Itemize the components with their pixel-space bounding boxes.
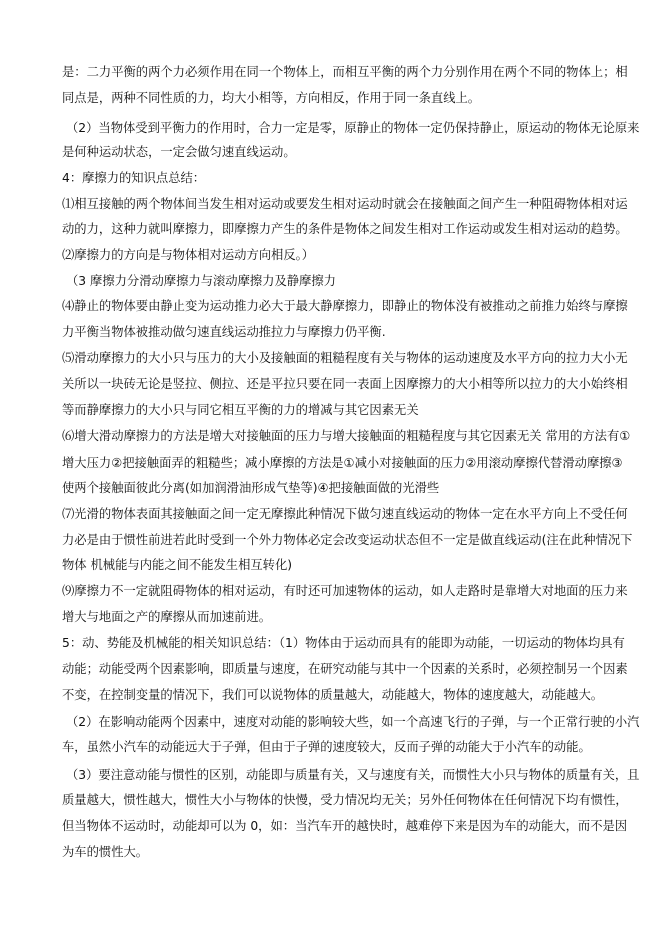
text-line: 但当物体不运动时，动能却可以为 0，如：当汽车开的越快时，越难停下来是因为车的动能大，而不是因: [62, 819, 628, 833]
text-line: 力必是由于惯性前进若此时受到一个外力物体必定会改变运动状态但不一定是做直线运动(注在此种情况下: [62, 533, 633, 547]
text-line: （2）当物体受到平衡力的作用时，合力一定是零，原静止的物体一定仍保持静止，原运动的物体无论原来: [66, 121, 640, 135]
text-line: 增大压力②把接触面弄的粗糙些；减小摩擦的方法是①减小对接触面的压力②用滚动摩擦代替滑动摩擦③: [62, 456, 623, 470]
text-line: 等而静摩擦力的大小只与同它相互平衡的力的增减与其它因素无关: [62, 403, 419, 417]
text-line: 车，虽然小汽车的动能远大于子弹，但由于子弹的速度较大，反而子弹的动能大于小汽车的动能。: [62, 740, 591, 754]
text-line: ⑹增大滑动摩擦力的方法是增大对接触面的压力与增大接触面的粗糙程度与其它因素无关 常用的方法有①: [62, 429, 631, 443]
text-line: 使两个接触面彼此分离(如加润滑油形成气垫等)④把接触面做的光滑些: [62, 481, 440, 495]
text-line: （2）在影响动能两个因素中，速度对动能的影响较大些，如一个高速飞行的子弹，与一个正常行驶的小汽: [66, 715, 640, 729]
text-line: ⑴相互接触的两个物体间当发生相对运动或要发生相对运动时就会在接触面之间产生一种阻碍物体相对运: [62, 197, 628, 211]
text-line: 动的力，这种力就叫摩擦力，即摩擦力产生的条件是物体之间发生相对工作运动或发生相对运动的趋势。: [62, 222, 628, 236]
section-heading: 4：摩擦力的知识点总结：: [62, 171, 206, 185]
text-line: （3）要注意动能与惯性的区别，动能即与质量有关，又与速度有关，而惯性大小只与物体的质量有关，且: [66, 768, 640, 782]
text-line: （3 摩擦力分滑动摩擦力与滚动摩擦力及静摩擦力: [66, 274, 336, 288]
text-line: ⑸滑动摩擦力的大小只与压力的大小及接触面的粗糙程度有关与物体的运动速度及水平方向的拉力大小无: [62, 351, 628, 365]
text-line: ⑷静止的物体要由静止变为运动推力必大于最大静摩擦力，即静止的物体没有被推动之前推力始终与摩擦: [62, 299, 628, 313]
text-line: 动能；动能受两个因素影响，即质量与速度，在研究动能与其中一个因素的关系时，必须控制另一个因素: [62, 662, 628, 676]
text-line: ⑺光滑的物体表面其接触面之间一定无摩擦此种情况下做匀速直线运动的物体一定在水平方向上不受任何: [62, 507, 628, 521]
text-line: 不变，在控制变量的情况下，我们可以说物体的质量越大，动能越大，物体的速度越大，动能越大。: [62, 688, 604, 702]
text-line: 为车的惯性大。: [62, 845, 149, 859]
text-line: ⑼摩擦力不一定就阻碍物体的相对运动，有时还可加速物体的运动，如人走路时是靠增大对地面的压力来: [62, 584, 628, 598]
text-line: 质量越大，惯性越大，惯性大小与物体的快慢，受力情况均无关；另外任何物体在任何情况下均有惯性，: [62, 793, 628, 807]
section-heading: 5：动、势能及机械能的相关知识总结：（1）物体由于运动而具有的能即为动能，一切运动的物体均具有: [62, 636, 625, 650]
text-line: 物体 机械能与内能之间不能发生相互转化): [62, 558, 293, 572]
text-line: ⑵摩擦力的方向是与物体相对运动方向相反。）: [62, 248, 315, 262]
text-line: 增大与地面之产的摩擦从而加速前进。: [62, 610, 272, 624]
text-line: 是何种运动状态，一定会做匀速直线运动。: [62, 145, 296, 159]
text-line: 是：二力平衡的两个力必须作用在同一个物体上，而相互平衡的两个力分别作用在两个不同的物体上；相: [62, 65, 628, 79]
text-line: 力平衡当物体被推动做匀速直线运动推拉力与摩擦力仍平衡.: [62, 325, 386, 339]
text-line: 同点是，两种不同性质的力，均大小相等，方向相反，作用于同一条直线上。: [62, 91, 481, 105]
text-line: 关所以一块砖无论是竖拉、侧拉、还是平拉只要在同一表面上因摩擦力的大小相等所以拉力的大小始终相: [62, 377, 628, 391]
